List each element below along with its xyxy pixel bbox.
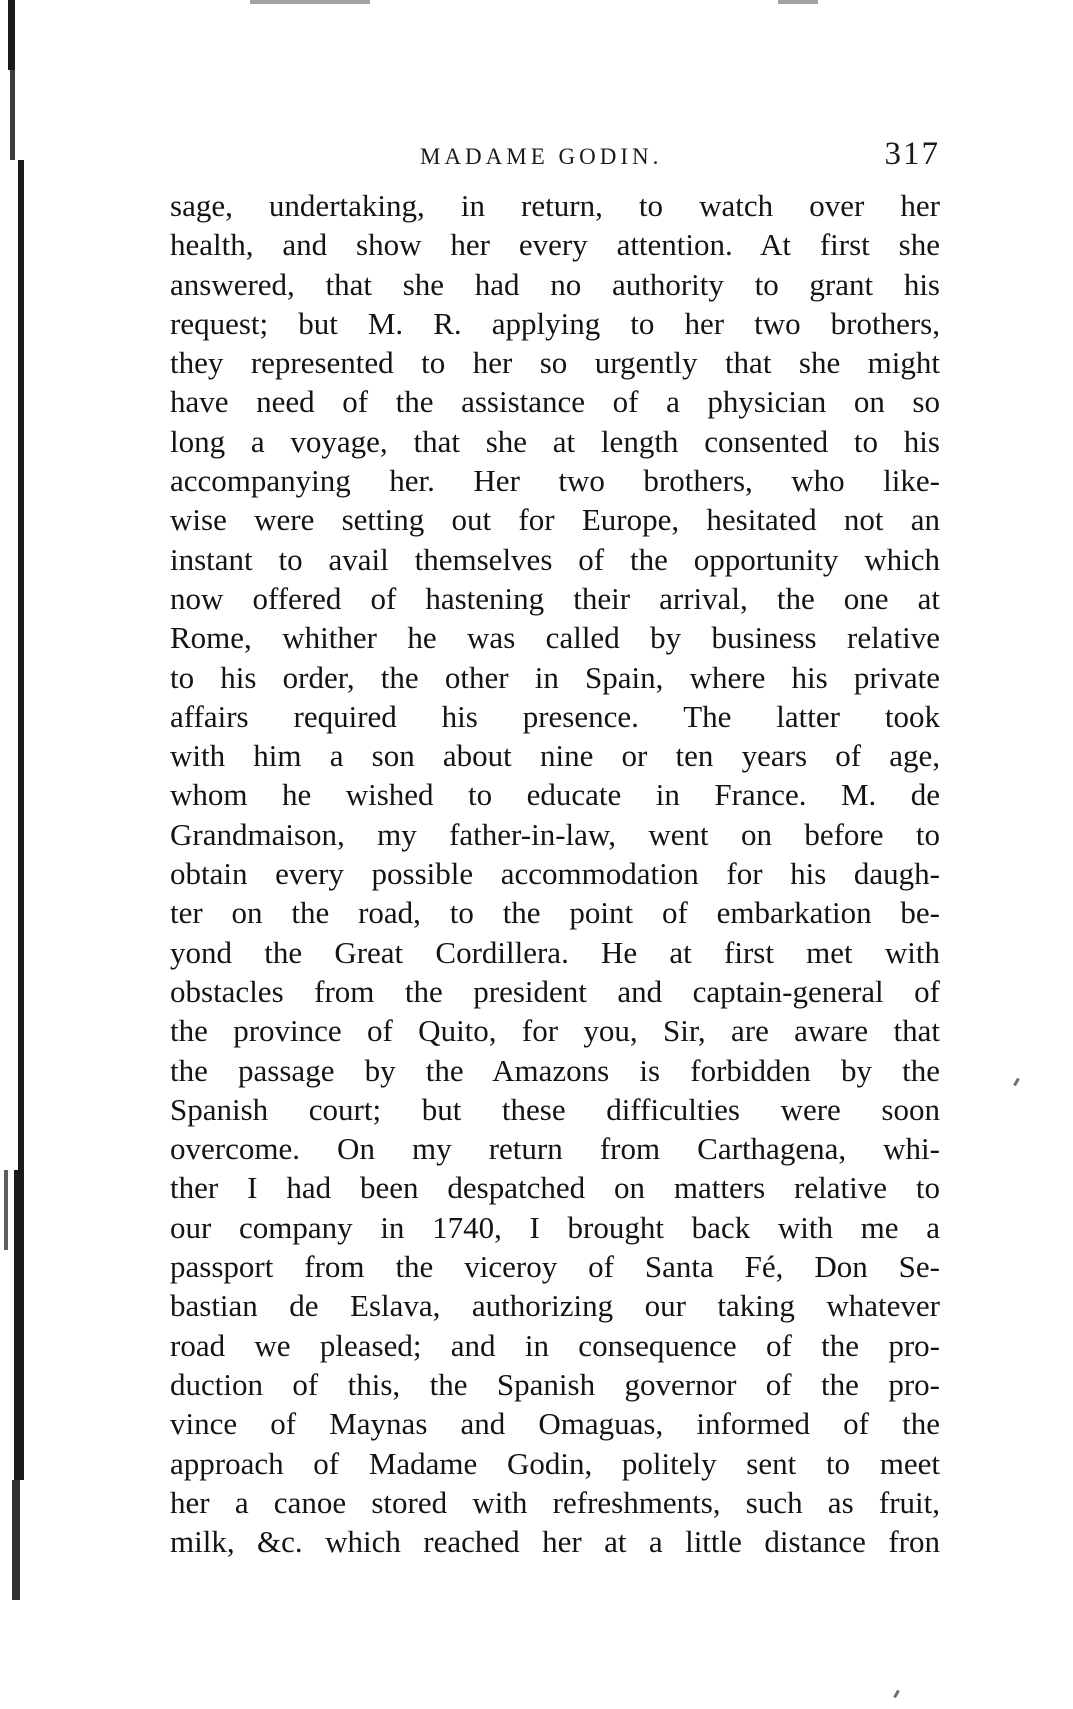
gutter-shadow [10, 70, 15, 160]
text-line: the province of Quito, for you, Sir, are aware that [170, 1013, 940, 1049]
text-line: bastian de Eslava, authorizing our taking whatever [170, 1288, 940, 1324]
text-line: road we pleased; and in consequence of the pro- [170, 1327, 940, 1363]
text-line: obtain every possible accommodation for his daugh- [170, 856, 940, 892]
text-line: Spanish court; but these difficulties were soon [170, 1091, 940, 1127]
text-line: milk, &c. which reached her at a little distance fron [170, 1524, 940, 1560]
text-line: accompanying her. Her two brothers, who like- [170, 463, 940, 499]
text-line: her a canoe stored with refreshments, such as fruit, [170, 1484, 940, 1520]
binding-gutter [0, 0, 34, 1709]
text-line: wise were setting out for Europe, hesitated not an [170, 502, 940, 538]
text-line: request; but M. R. applying to her two brothers, [170, 305, 940, 341]
text-line: overcome. On my return from Carthagena, whi- [170, 1131, 940, 1167]
text-line: duction of this, the Spanish governor of the pro- [170, 1366, 940, 1402]
text-line: Rome, whither he was called by business relative [170, 620, 940, 656]
gutter-shadow [14, 1170, 24, 1480]
body-text [170, 186, 940, 1561]
scan-smudge [778, 0, 818, 4]
text-line: they represented to her so urgently that she might [170, 345, 940, 381]
text-line: sage, undertaking, in return, to watch over her [170, 188, 940, 223]
text-line: affairs required his presence. The latter took [170, 698, 940, 734]
text-line: the passage by the Amazons is forbidden by the [170, 1052, 940, 1088]
text-line: whom he wished to educate in France. M. de [170, 777, 940, 813]
text-line: long a voyage, that she at length consented to his [170, 423, 940, 459]
gutter-shadow [18, 160, 24, 1170]
text-line: passport from the viceroy of Santa Fé, Don Se- [170, 1249, 940, 1285]
text-line: yond the Great Cordillera. He at first met with [170, 934, 940, 970]
text-line: approach of Madame Godin, politely sent to meet [170, 1445, 940, 1481]
scan-smudge [250, 0, 370, 4]
text-line: now offered of hastening their arrival, the one at [170, 580, 940, 616]
running-head-title: MADAME GODIN. [420, 144, 663, 169]
text-line: have need of the assistance of a physician on so [170, 384, 940, 420]
text-line: ter on the road, to the point of embarkation be- [170, 895, 940, 931]
text-line: to his order, the other in Spain, where his private [170, 659, 940, 695]
stray-ink-mark [893, 1690, 900, 1698]
text-line: answered, that she had no authority to grant his [170, 266, 940, 302]
text-line: instant to avail themselves of the opportunity which [170, 541, 940, 577]
gutter-shadow [4, 1170, 8, 1250]
text-line: vince of Maynas and Omaguas, informed of the [170, 1406, 940, 1442]
text-line: ther I had been despatched on matters relative to [170, 1170, 940, 1206]
stray-ink-mark [1013, 1078, 1020, 1086]
text-line: health, and show her every attention. At first she [170, 227, 940, 263]
text-line: obstacles from the president and captain-general of [170, 973, 940, 1009]
page-number: 317 [884, 136, 940, 172]
text-line: our company in 1740, I brought back with me a [170, 1209, 940, 1245]
gutter-shadow [12, 1480, 20, 1600]
text-line: Grandmaison, my father-in-law, went on before to [170, 816, 940, 852]
running-head [170, 136, 940, 176]
text-line: with him a son about nine or ten years of age, [170, 738, 940, 774]
gutter-shadow [8, 0, 15, 70]
